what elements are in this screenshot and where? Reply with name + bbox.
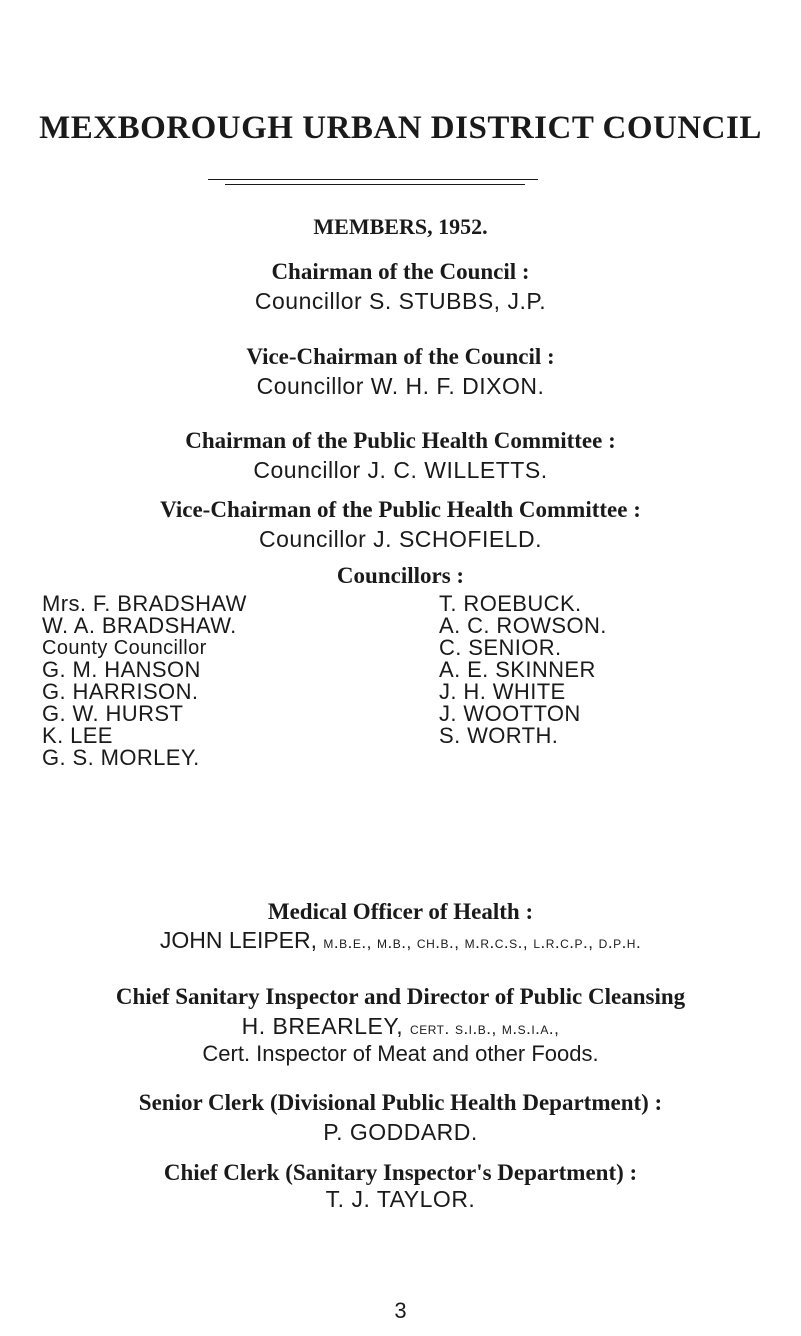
senior-clerk-heading: Senior Clerk (Divisional Public Health Department) :	[138, 1090, 663, 1115]
chief-sanitary-heading: Chief Sanitary Inspector and Director of Public Cleansing	[115, 984, 686, 1009]
title-divider-bottom	[225, 184, 525, 185]
councillor-note: County Councillor	[42, 637, 207, 659]
chief-clerk-name: T. J. TAYLOR.	[325, 1186, 476, 1212]
medical-officer-qualifications: m.b.e., m.b., ch.b., m.r.c.s., l.r.c.p., d.p.h.	[323, 933, 642, 952]
chief-sanitary-cert: Cert. Inspector of Meat and other Foods.	[202, 1041, 599, 1066]
health-vice-chairman-name: Councillor J. SCHOFIELD.	[259, 526, 542, 552]
councillor-name: C. SENIOR.	[439, 635, 562, 660]
councillors-right-column	[439, 593, 607, 747]
senior-clerk-name: P. GODDARD.	[323, 1119, 478, 1145]
vice-chairman-name: Councillor W. H. F. DIXON.	[256, 373, 545, 399]
councillor-name: K. LEE	[42, 723, 113, 748]
chairman-heading: Chairman of the Council :	[271, 259, 530, 284]
councillor-name: J. WOOTTON	[439, 701, 581, 726]
page-number: 3	[394, 1298, 407, 1323]
councillor-name: S. WORTH.	[439, 723, 559, 748]
councillors-heading: Councillors :	[336, 563, 465, 588]
councillor-name: G. W. HURST	[42, 701, 184, 726]
councillor-name: A. C. ROWSON.	[439, 613, 607, 638]
medical-officer-heading: Medical Officer of Health :	[267, 899, 534, 924]
vice-chairman-heading: Vice-Chairman of the Council :	[246, 344, 555, 369]
health-chairman-name: Councillor J. C. WILLETTS.	[253, 457, 548, 483]
councillor-name: J. H. WHITE	[439, 679, 566, 704]
members-heading: MEMBERS, 1952.	[313, 214, 488, 239]
chief-sanitary-qualifications: cert. s.i.b., m.s.i.a.,	[410, 1019, 560, 1038]
chief-sanitary-line	[0, 1013, 801, 1040]
title-divider-top	[208, 179, 538, 180]
councillor-name: Mrs. F. BRADSHAW	[42, 591, 247, 616]
chief-clerk-heading: Chief Clerk (Sanitary Inspector's Department) :	[163, 1160, 638, 1185]
page-title: MEXBOROUGH URBAN DISTRICT COUNCIL	[39, 110, 762, 146]
medical-officer-line	[0, 927, 801, 954]
health-chairman-heading: Chairman of the Public Health Committee :	[185, 428, 616, 453]
councillor-name: G. S. MORLEY.	[42, 745, 200, 770]
councillor-name: G. M. HANSON	[42, 657, 201, 682]
medical-officer-name: JOHN LEIPER,	[159, 927, 318, 953]
councillor-name: G. HARRISON.	[42, 679, 199, 704]
councillor-name: A. E. SKINNER	[439, 657, 596, 682]
health-vice-chairman-heading: Vice-Chairman of the Public Health Committee :	[160, 497, 641, 522]
chief-sanitary-name: H. BREARLEY,	[241, 1013, 404, 1039]
councillor-name: W. A. BRADSHAW.	[42, 613, 237, 638]
chairman-name: Councillor S. STUBBS, J.P.	[254, 288, 547, 314]
councillor-name: T. ROEBUCK.	[439, 591, 582, 616]
councillors-left-column	[42, 593, 247, 769]
